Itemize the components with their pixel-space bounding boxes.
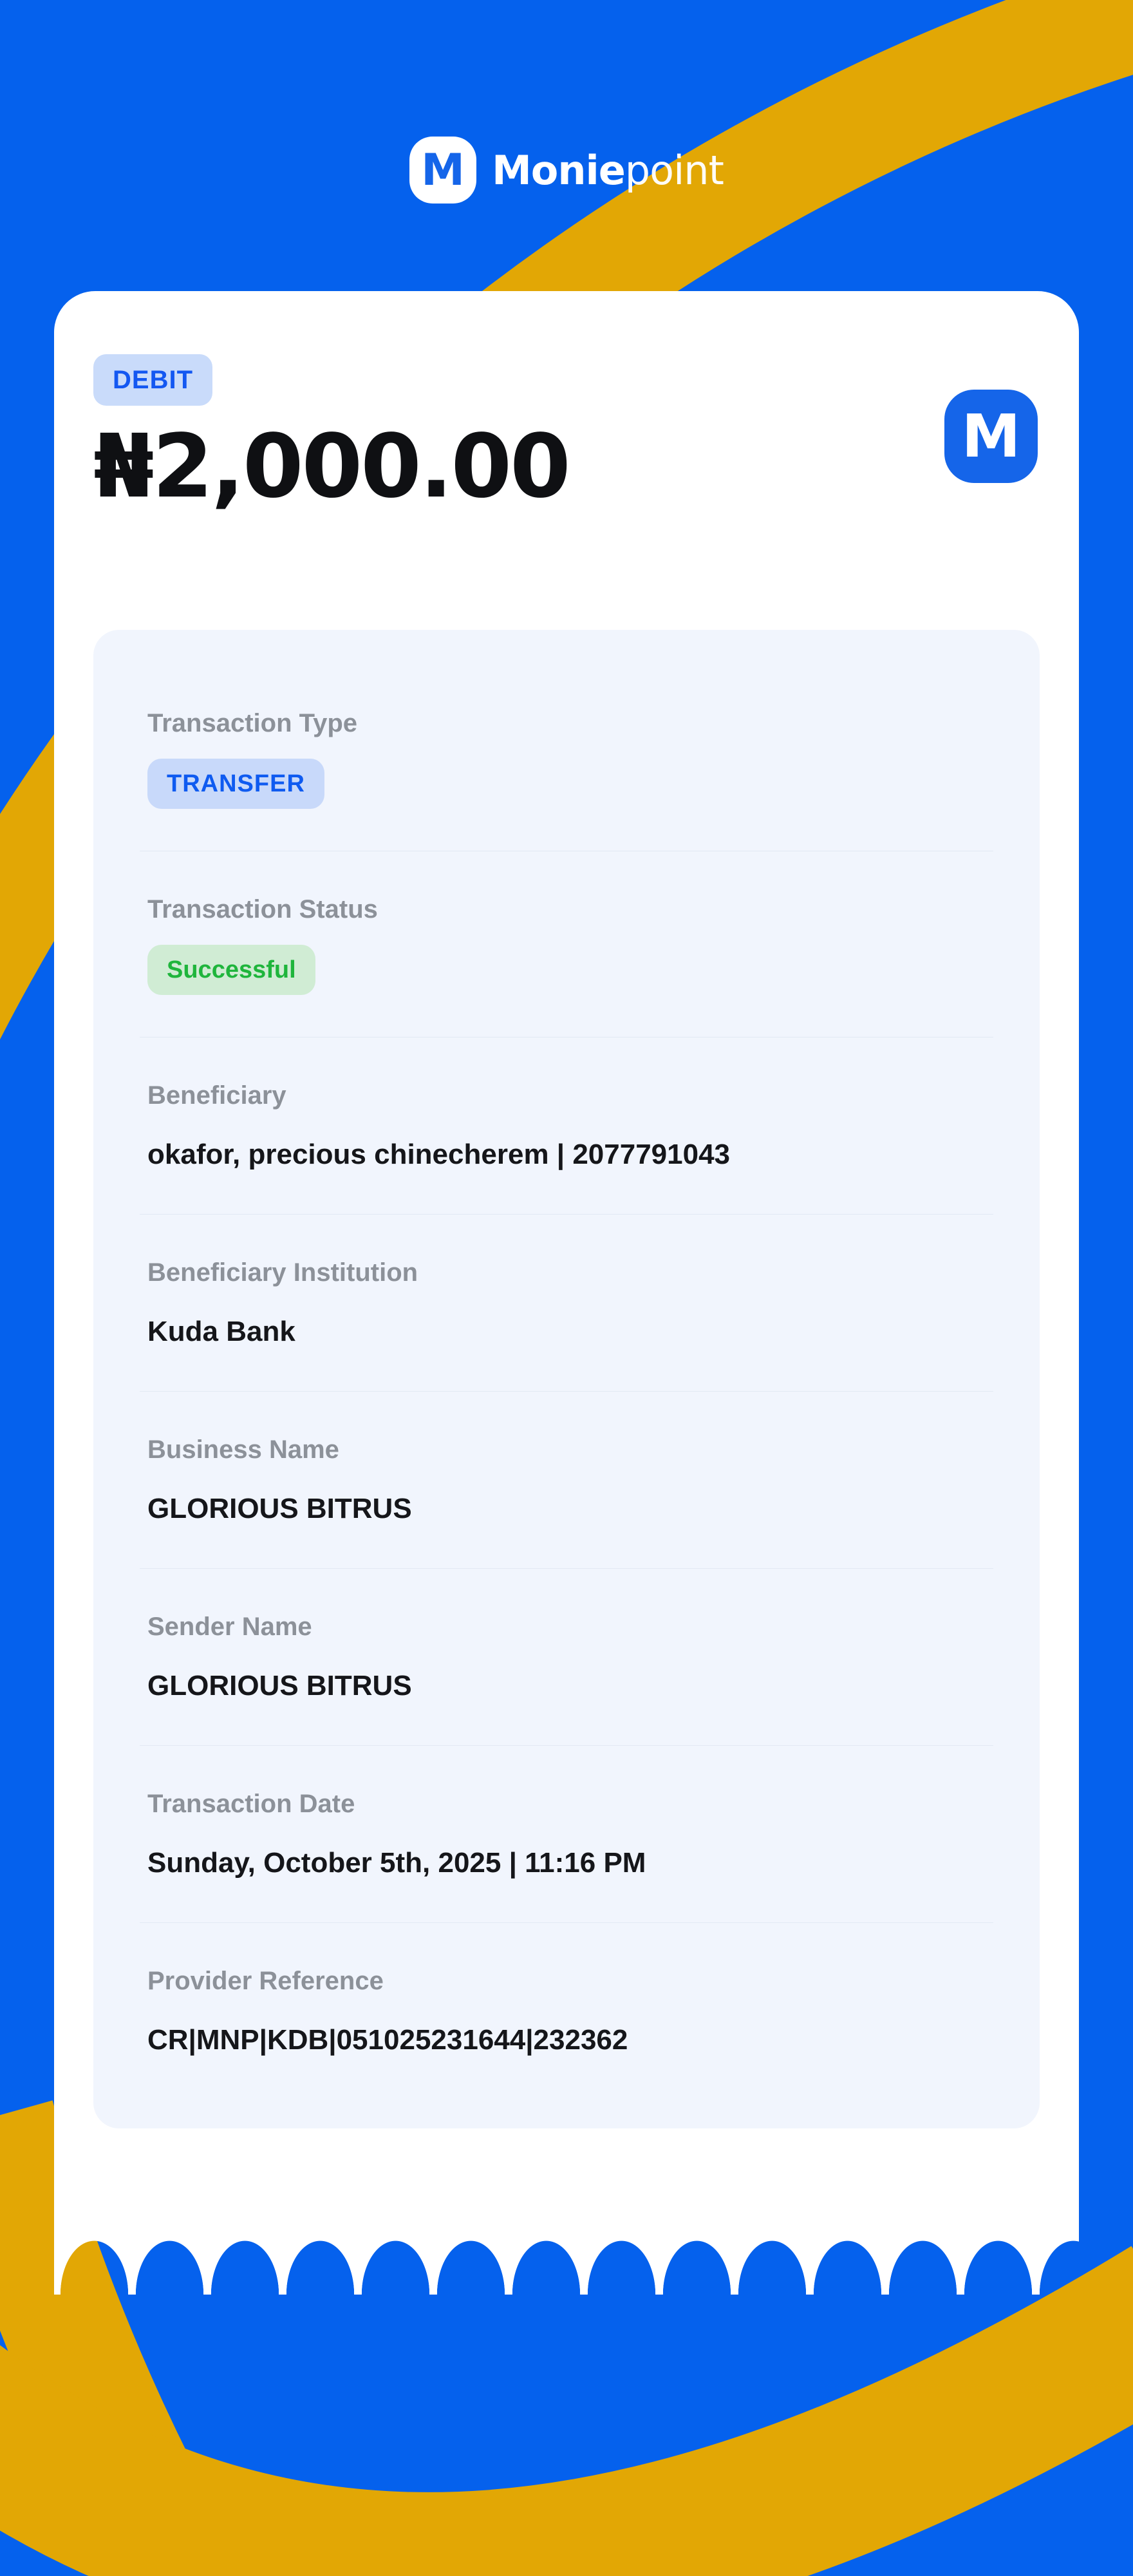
row-provider-reference	[147, 1965, 986, 2058]
row-label: Transaction Type	[147, 709, 358, 737]
row-business-name	[147, 1434, 986, 1526]
transaction-details-panel	[93, 630, 1040, 2128]
row-transaction-status	[147, 893, 986, 995]
row-divider	[140, 1391, 993, 1392]
row-divider	[140, 1745, 993, 1746]
row-value: Sunday, October 5th, 2025 | 11:16 PM	[147, 1847, 646, 1879]
brand-wordmark-bold: Monie	[492, 146, 625, 194]
receipt-card	[54, 291, 1079, 2295]
brand-wordmark-light: point	[624, 146, 724, 194]
row-label: Business Name	[147, 1435, 339, 1464]
card-logo-letter: M	[961, 402, 1021, 471]
brand-header	[0, 137, 1133, 204]
row-beneficiary	[147, 1079, 986, 1172]
transaction-type-badge: TRANSFER	[147, 759, 324, 809]
row-label: Transaction Date	[147, 1790, 355, 1818]
transaction-status-badge: Successful	[147, 945, 315, 995]
row-divider	[140, 1214, 993, 1215]
transaction-amount: ₦2,000.00	[93, 416, 569, 518]
row-transaction-date	[147, 1788, 986, 1880]
card-logo-icon	[944, 390, 1038, 483]
row-divider	[140, 1568, 993, 1569]
receipt-card-body	[54, 291, 1079, 2240]
row-value: Kuda Bank	[147, 1316, 295, 1347]
brand-wordmark	[492, 147, 724, 194]
row-label: Provider Reference	[147, 1967, 384, 1995]
row-label: Transaction Status	[147, 895, 378, 923]
row-label: Beneficiary	[147, 1081, 286, 1110]
row-beneficiary-institution	[147, 1256, 986, 1349]
receipt-scalloped-edge	[54, 2240, 1079, 2295]
row-label: Sender Name	[147, 1613, 312, 1641]
row-value: GLORIOUS BITRUS	[147, 1493, 412, 1524]
row-label: Beneficiary Institution	[147, 1258, 418, 1287]
row-value: GLORIOUS BITRUS	[147, 1670, 412, 1701]
row-divider	[140, 1922, 993, 1923]
moniepoint-logo-letter: M	[421, 144, 465, 196]
row-transaction-type	[147, 707, 986, 809]
row-sender-name	[147, 1611, 986, 1703]
row-value: CR|MNP|KDB|051025231644|232362	[147, 2024, 628, 2056]
moniepoint-logo-icon	[409, 137, 476, 204]
row-value: okafor, precious chinecherem | 2077791043	[147, 1139, 731, 1170]
direction-badge: DEBIT	[93, 354, 212, 406]
